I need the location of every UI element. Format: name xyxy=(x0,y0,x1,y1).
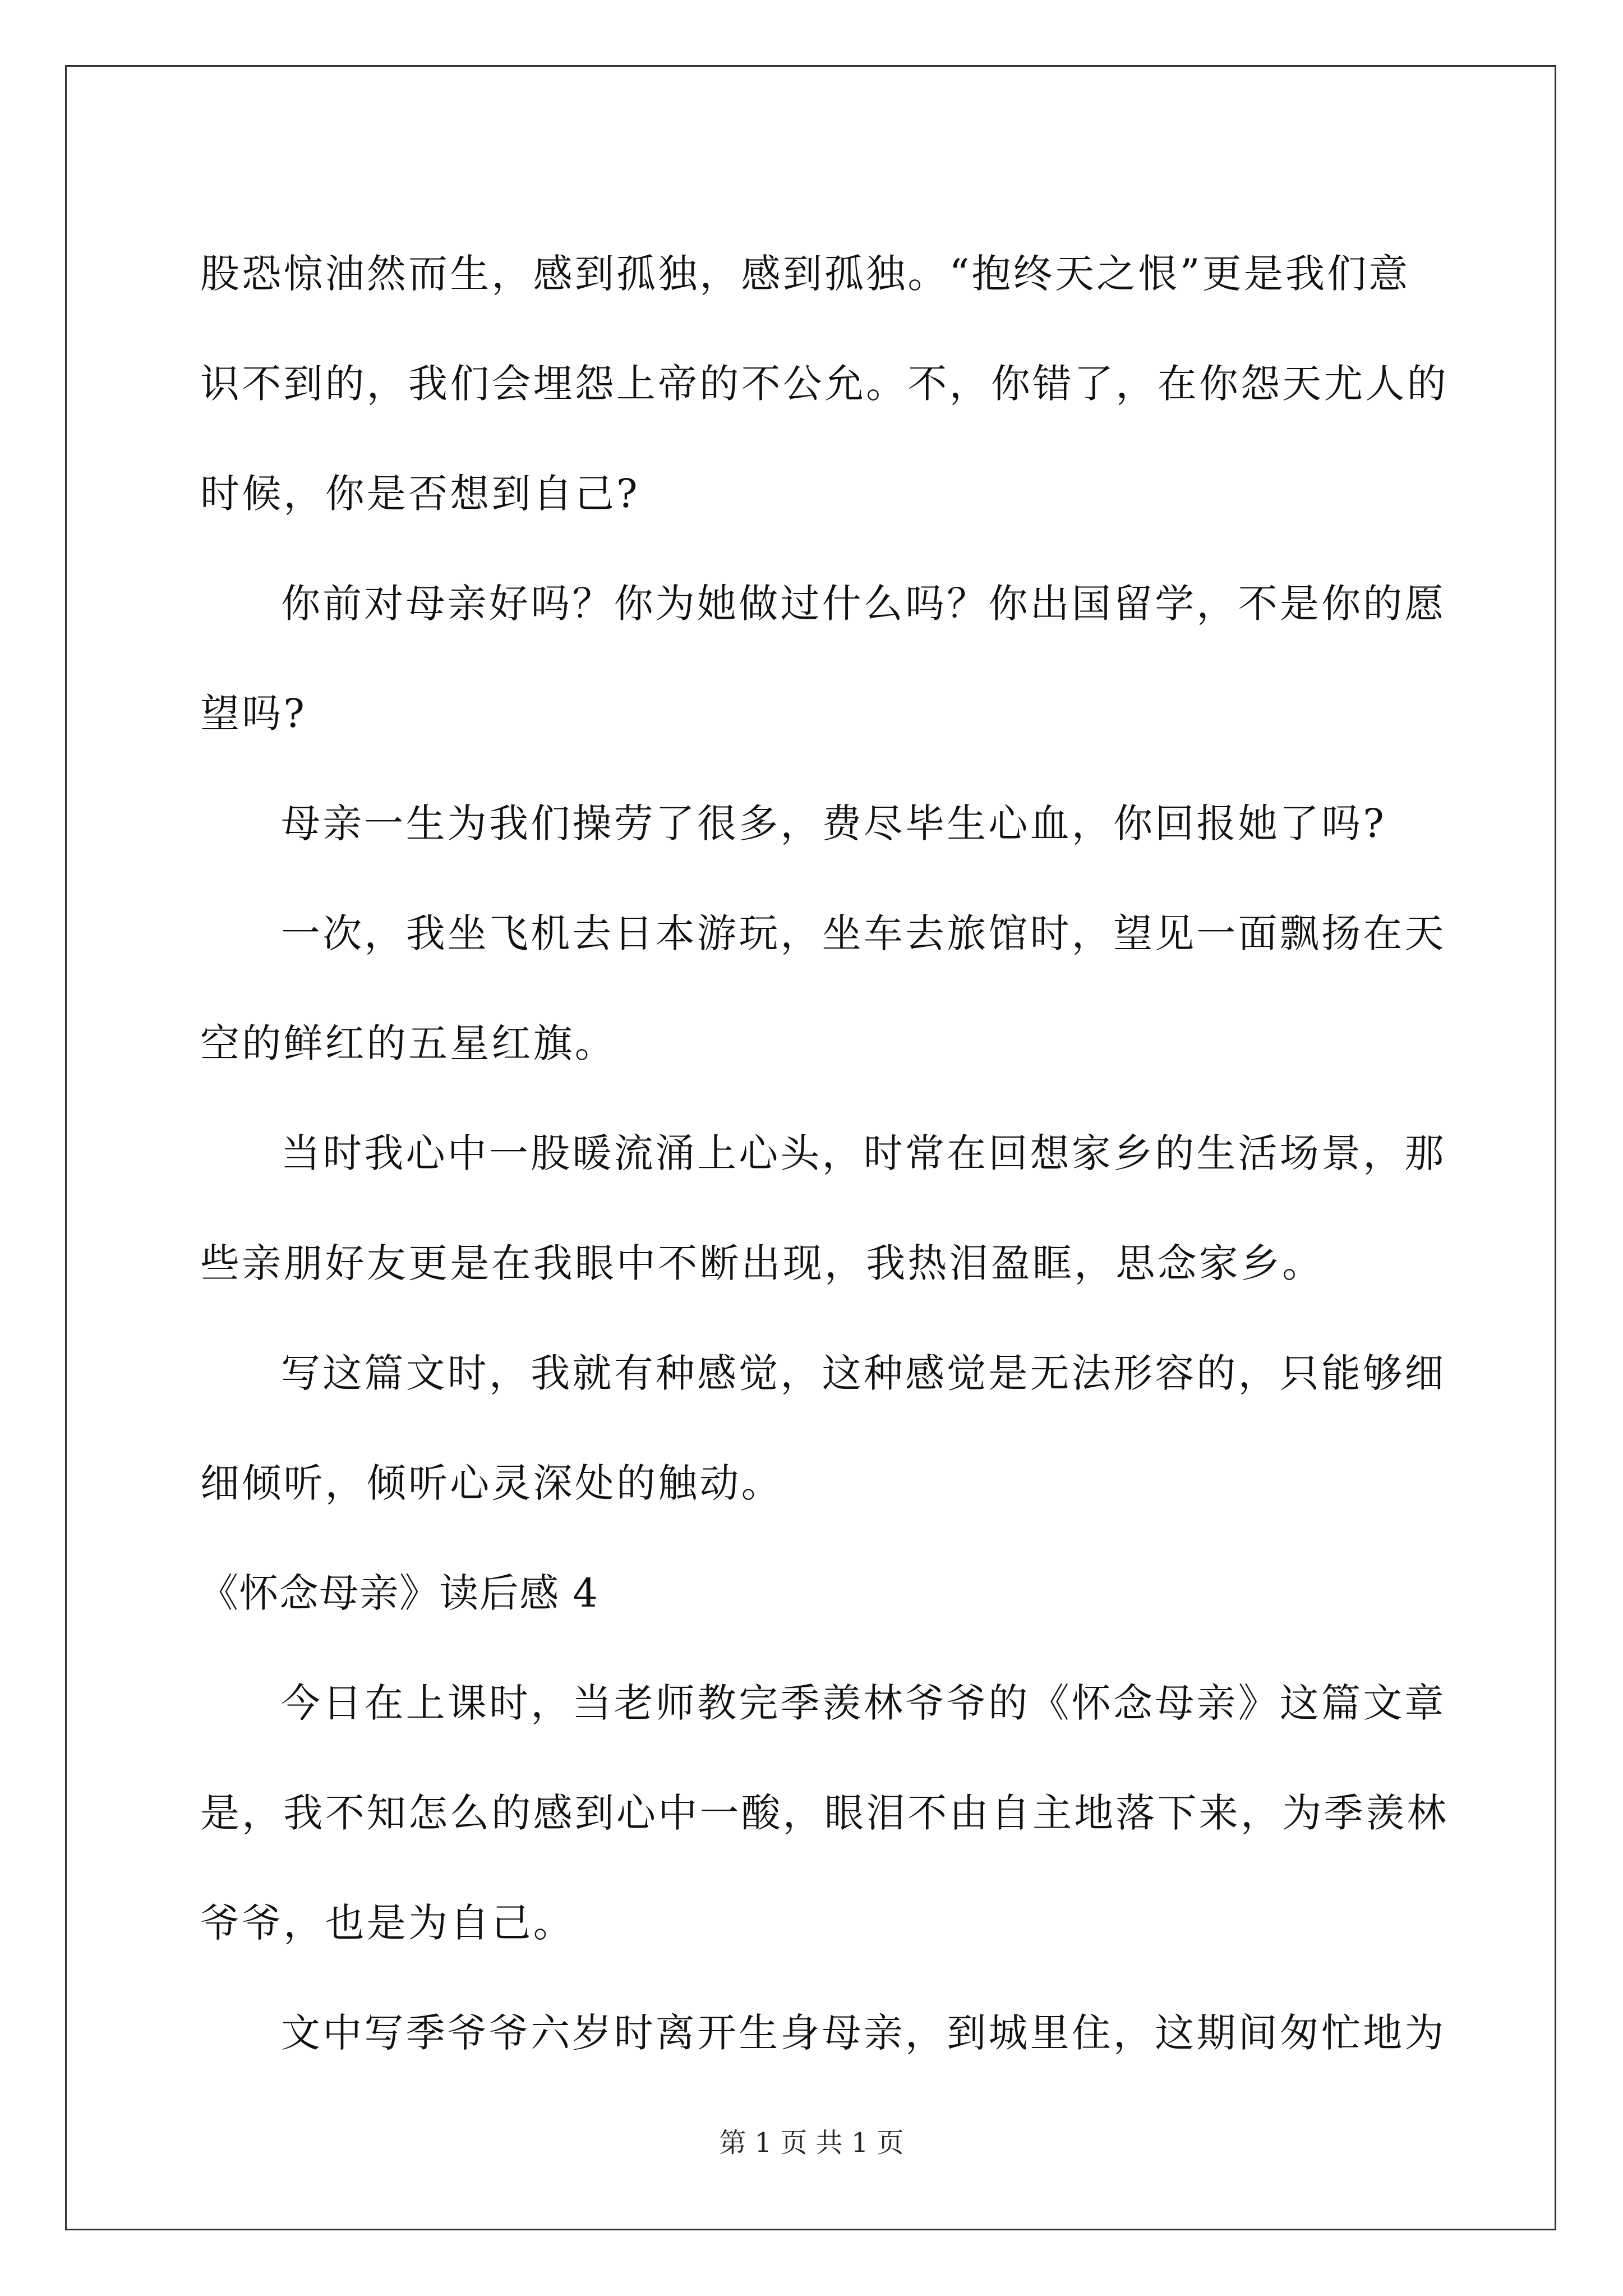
paragraph-line: 股恐惊油然而生，感到孤独，感到孤独。“抱终天之恨”更是我们意 xyxy=(200,251,1410,297)
paragraph-line: 当时我心中一股暖流涌上心头，时常在回想家乡的生活场景，那 xyxy=(281,1130,1446,1176)
paragraph-line: 空的鲜红的五星红旗。 xyxy=(200,1020,616,1066)
paragraph-line: 今日在上课时，当老师教完季羡林爷爷的《怀念母亲》这篇文章 xyxy=(281,1680,1446,1726)
paragraph-line: 识不到的，我们会埋怨上帝的不公允。不，你错了，在你怨天尤人的 xyxy=(200,361,1449,407)
paragraph-line: 母亲一生为我们操劳了很多，费尽毕生心血，你回报她了吗? xyxy=(281,800,1386,846)
paragraph-line: 文中写季爷爷六岁时离开生身母亲，到城里住，这期间匆忙地为 xyxy=(281,2010,1446,2056)
paragraph-line: 一次，我坐飞机去日本游玩，坐车去旅馆时，望见一面飘扬在天 xyxy=(281,910,1446,956)
paragraph-line: 你前对母亲好吗？你为她做过什么吗？你出国留学，不是你的愿 xyxy=(281,581,1446,627)
paragraph-line: 望吗? xyxy=(200,691,307,737)
paragraph-line: 是，我不知怎么的感到心中一酸，眼泪不由自主地落下来，为季羡林 xyxy=(200,1790,1449,1836)
paragraph-line: 写这篇文时，我就有种感觉，这种感觉是无法形容的，只能够细 xyxy=(281,1350,1446,1396)
paragraph-line: 时候，你是否想到自己? xyxy=(200,471,640,517)
page-footer: 第 1 页 共 1 页 xyxy=(719,2127,904,2159)
section-heading: 《怀念母亲》读后感 4 xyxy=(199,1570,599,1616)
paragraph-line: 细倾听，倾听心灵深处的触动。 xyxy=(200,1460,783,1506)
document-body xyxy=(199,219,1449,2088)
paragraph-line: 爷爷，也是为自己。 xyxy=(200,1900,575,1946)
paragraph-line: 些亲朋好友更是在我眼中不断出现，我热泪盈眶，思念家乡。 xyxy=(200,1240,1324,1286)
